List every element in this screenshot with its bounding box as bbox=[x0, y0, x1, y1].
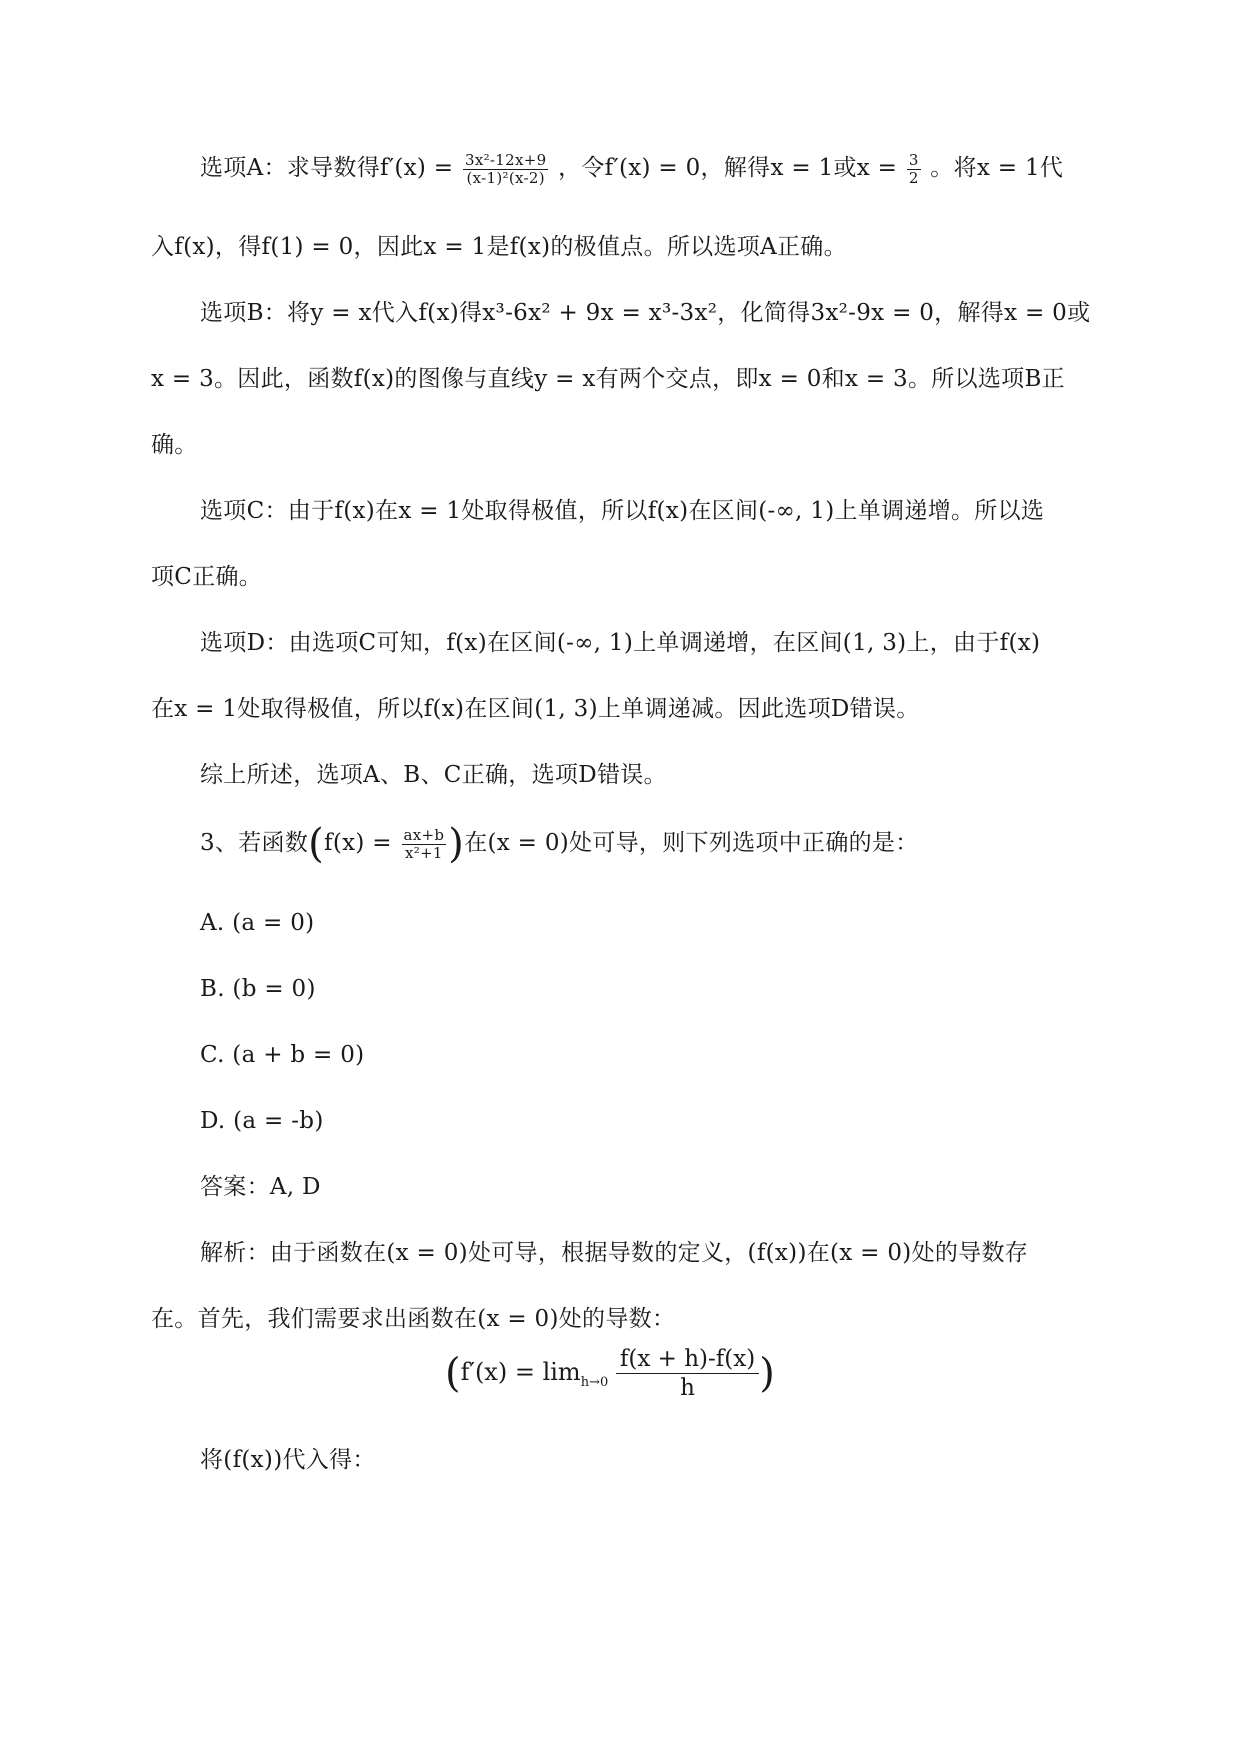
limit-subscript: h→0 bbox=[580, 1374, 609, 1390]
option-a-text-pre: 选项A：求导数得f′(x) = bbox=[200, 155, 454, 181]
difference-quotient bbox=[616, 1345, 759, 1402]
question-3-suffix: 在(x = 0)处可导，则下列选项中正确的是： bbox=[464, 830, 919, 856]
derivative-limit-formula bbox=[445, 1345, 775, 1402]
substitute-line: 将(f(x))代入得： bbox=[200, 1447, 376, 1473]
derivative-fraction bbox=[463, 152, 548, 187]
fraction-denominator: x²+1 bbox=[404, 843, 443, 862]
fraction-numerator: ax+b bbox=[403, 825, 445, 844]
right-paren: ) bbox=[759, 1350, 775, 1397]
fraction-denominator: 2 bbox=[908, 168, 919, 187]
option-c-line-1: 选项C：由于f(x)在x = 1处取得极值，所以f(x)在区间(-∞, 1)上单调递增。所以选 bbox=[200, 498, 1045, 524]
fraction-numerator: 3 bbox=[908, 150, 919, 169]
function-fraction bbox=[402, 827, 447, 862]
option-a-line-2: 入f(x)，得f(1) = 0，因此x = 1是f(x)的极值点。所以选项A正确。 bbox=[151, 234, 847, 260]
fraction-numerator: 3x²-12x+9 bbox=[464, 150, 547, 169]
right-paren: ) bbox=[448, 821, 465, 867]
option-a-line-1 bbox=[200, 151, 1063, 187]
formula-lhs: f′(x) = lim bbox=[460, 1358, 581, 1386]
left-paren: ( bbox=[445, 1350, 461, 1397]
question-3-prefix: 3、若函数 bbox=[200, 830, 309, 856]
option-a-text-mid: ，令f′(x) = 0，解得x = 1或x = bbox=[558, 155, 898, 181]
option-d-line-2: 在x = 1处取得极值，所以f(x)在区间(1, 3)上单调递减。因此选项D错误。 bbox=[151, 696, 920, 722]
three-halves-fraction bbox=[907, 152, 921, 187]
answer-line: 答案：A, D bbox=[200, 1174, 321, 1200]
option-b-line-3: 确。 bbox=[151, 432, 198, 458]
option-b-line-1: 选项B：将y = x代入f(x)得x³-6x² + 9x = x³-3x²，化简得3x²-9x = 0，解得x = 0或 bbox=[200, 300, 1091, 326]
option-d-line-1: 选项D：由选项C可知，f(x)在区间(-∞, 1)上单调递增，在区间(1, 3)上，由于f(x) bbox=[200, 630, 1041, 656]
option-a-text-post: 。将x = 1代 bbox=[930, 155, 1064, 181]
quotient-denominator: h bbox=[680, 1375, 695, 1401]
option-b-line-2: x = 3。因此，函数f(x)的图像与直线y = x有两个交点，即x = 0和x = 3。所以选项B正 bbox=[151, 366, 1065, 392]
choice-a: A. (a = 0) bbox=[200, 910, 315, 936]
choice-c: C. (a + b = 0) bbox=[200, 1042, 365, 1068]
fraction-denominator: (x-1)²(x-2) bbox=[466, 168, 545, 187]
quotient-numerator: f(x + h)-f(x) bbox=[616, 1345, 759, 1374]
question-3-line bbox=[200, 821, 919, 867]
analysis-line-2: 在。首先，我们需要求出函数在(x = 0)处的导数： bbox=[151, 1306, 676, 1332]
question-3-function: f(x) = bbox=[324, 830, 392, 856]
choice-d: D. (a = -b) bbox=[200, 1108, 324, 1134]
choice-b: B. (b = 0) bbox=[200, 976, 316, 1002]
analysis-line-1: 解析：由于函数在(x = 0)处可导，根据导数的定义，(f(x))在(x = 0)处的导数存 bbox=[200, 1240, 1029, 1266]
left-paren: ( bbox=[308, 821, 325, 867]
option-c-line-2: 项C正确。 bbox=[151, 564, 263, 590]
summary-line: 综上所述，选项A、B、C正确，选项D错误。 bbox=[200, 762, 667, 788]
